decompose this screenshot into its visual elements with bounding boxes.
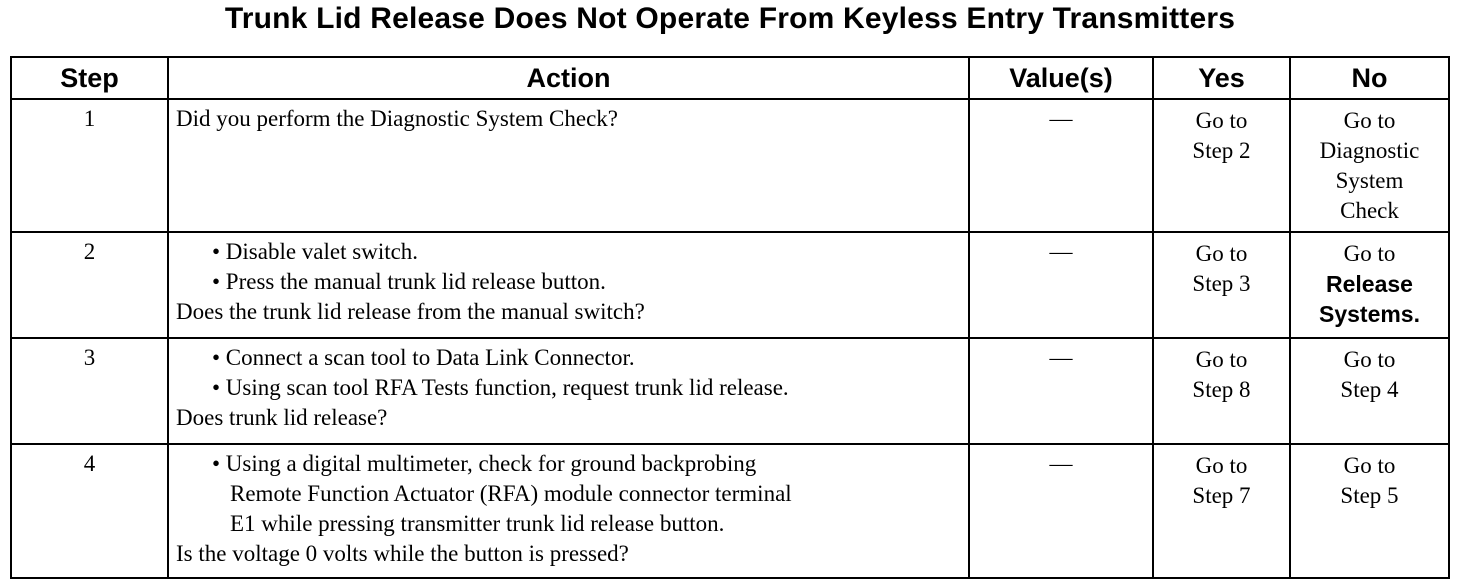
value-cell: — bbox=[969, 444, 1153, 578]
page-title: Trunk Lid Release Does Not Operate From Keyless Entry Transmitters bbox=[224, 2, 1236, 35]
yes-line: Step 7 bbox=[1192, 483, 1251, 508]
yes-line: Go to bbox=[1195, 347, 1248, 372]
action-bullet-continuation: Remote Function Actuator (RFA) module connector terminal bbox=[230, 481, 792, 506]
no-cell bbox=[1290, 99, 1449, 232]
no-line: Step 5 bbox=[1340, 483, 1399, 508]
yes-cell bbox=[1153, 99, 1290, 232]
action-cell bbox=[168, 444, 969, 578]
action-bullet: • Using scan tool RFA Tests function, request trunk lid release. bbox=[212, 375, 789, 400]
no-line: Step 4 bbox=[1340, 377, 1399, 402]
action-question: Did you perform the Diagnostic System Check? bbox=[176, 106, 619, 131]
yes-line: Go to bbox=[1195, 453, 1248, 478]
header-yes: Yes bbox=[1153, 57, 1290, 99]
value-cell: — bbox=[969, 99, 1153, 232]
no-line: Go to bbox=[1343, 241, 1396, 266]
value-cell: — bbox=[969, 338, 1153, 444]
no-line: Go to bbox=[1343, 108, 1396, 133]
yes-line: Step 2 bbox=[1192, 138, 1251, 163]
action-bullet: • Connect a scan tool to Data Link Connector. bbox=[212, 345, 635, 370]
action-cell bbox=[168, 232, 969, 338]
value-cell: — bbox=[969, 232, 1153, 338]
yes-line: Go to bbox=[1195, 108, 1248, 133]
no-line: Check bbox=[1340, 198, 1399, 223]
table-row bbox=[11, 99, 1449, 232]
action-cell bbox=[168, 338, 969, 444]
no-reference-bold: Systems. bbox=[1318, 301, 1420, 327]
header-no: No bbox=[1290, 57, 1449, 99]
no-reference-bold: Release bbox=[1326, 271, 1413, 297]
header-action: Action bbox=[168, 57, 969, 99]
table-row bbox=[11, 444, 1449, 578]
no-cell bbox=[1290, 338, 1449, 444]
action-bullet: • Using a digital multimeter, check for ground backprobing bbox=[212, 451, 757, 476]
yes-line: Go to bbox=[1195, 241, 1248, 266]
no-cell bbox=[1290, 444, 1449, 578]
yes-line: Step 3 bbox=[1192, 271, 1251, 296]
no-line: Go to bbox=[1343, 347, 1396, 372]
no-cell bbox=[1290, 232, 1449, 338]
yes-line: Step 8 bbox=[1192, 377, 1251, 402]
no-line: Go to bbox=[1343, 453, 1396, 478]
yes-cell bbox=[1153, 232, 1290, 338]
action-question: Is the voltage 0 volts while the button is pressed? bbox=[176, 541, 629, 566]
action-bullet-continuation: E1 while pressing transmitter trunk lid release button. bbox=[230, 511, 725, 536]
no-line: System bbox=[1335, 168, 1404, 193]
step-number: 1 bbox=[11, 99, 168, 232]
action-cell bbox=[168, 99, 969, 232]
header-values: Value(s) bbox=[969, 57, 1153, 99]
table-row bbox=[11, 232, 1449, 338]
header-row bbox=[11, 57, 1449, 99]
step-number: 3 bbox=[11, 338, 168, 444]
action-question: Does the trunk lid release from the manual switch? bbox=[176, 299, 645, 324]
yes-cell bbox=[1153, 444, 1290, 578]
yes-cell bbox=[1153, 338, 1290, 444]
header-step: Step bbox=[11, 57, 168, 99]
step-number: 4 bbox=[11, 444, 168, 578]
step-number: 2 bbox=[11, 232, 168, 338]
table-row bbox=[11, 338, 1449, 444]
diagnostic-table bbox=[10, 56, 1450, 579]
no-line: Diagnostic bbox=[1319, 138, 1420, 163]
action-question: Does trunk lid release? bbox=[176, 405, 388, 430]
action-bullet: • Press the manual trunk lid release button. bbox=[212, 269, 606, 294]
action-bullet: • Disable valet switch. bbox=[212, 239, 419, 264]
